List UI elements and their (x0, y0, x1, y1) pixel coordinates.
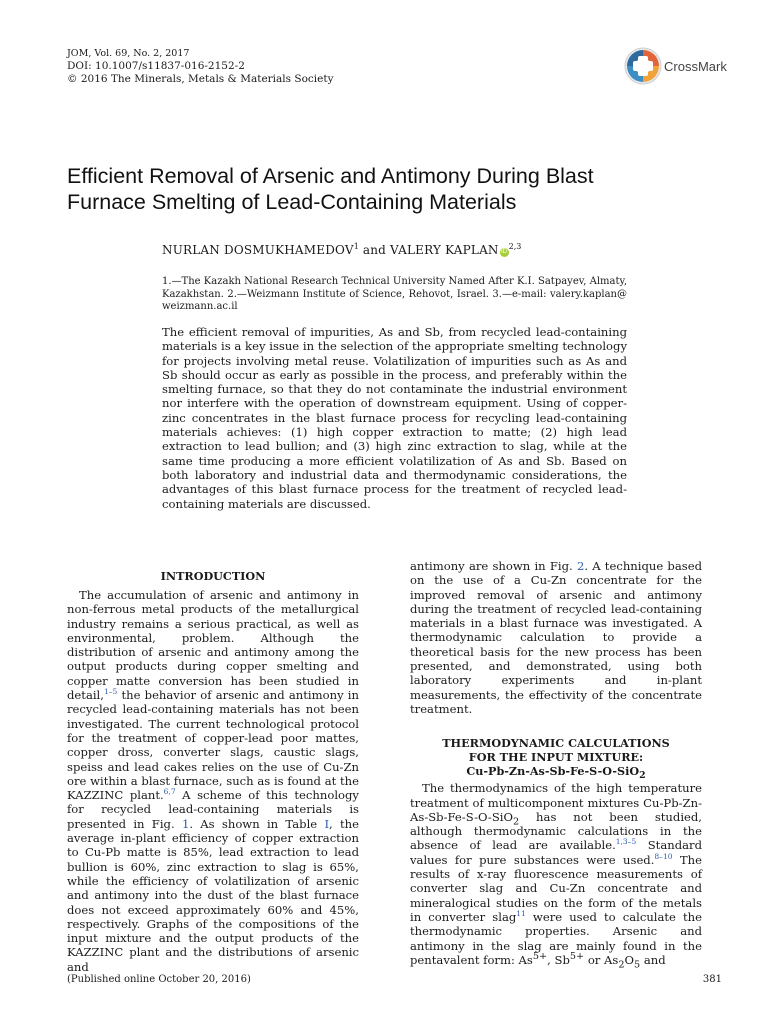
copyright-line: © 2016 The Minerals, Metals & Materials Society (67, 73, 334, 85)
citation-link[interactable]: 6,7 (163, 787, 176, 797)
article-title: Efficient Removal of Arsenic and Antimony During Blast Furnace Smelting of Lead-Containing Materials (67, 164, 594, 214)
paragraph: The accumulation of arsenic and antimony in non-ferrous metal products of the metallurgical industry remains a serious practical, as well as environmental, problem. Although the distribution of arsenic and antimony among the output products during copper smelting and copper matte conversion has been studied in detail,$^{1-5}$ the behavior of arsenic and antimony in recycled lead-containing materials has not been investigated. The current technological protocol for the treatment of copper-lead poor mattes, copper dross, converter slags, caustic slags, speiss and lead cakes relies on the use of Cu-Zn ore within a blast furnace, such as is found at the KAZZINC plant.$^{6,7}$ A scheme of this technology for recycled lead-containing materials is presented in Fig. 1. As shown in Table I, the average in-plant efficiency of copper extraction to Cu-Pb matte is 85%, lead extraction to lead bullion is 60%, zinc extraction to slag is 65%, while the efficiency of volatilization of arsenic and antimony into the dust of the blast furnace does not exceed approximately 60% and 45%, respectively. Graphs of the compositions of the input mixture and the output products of the KAZZINC plant and the distributions of arsenic and (67, 588, 360, 974)
right-column (410, 559, 702, 971)
author-affil-sup: 1 (353, 242, 359, 251)
orcid-icon[interactable]: iD (501, 249, 508, 255)
paragraph: antimony are shown in Fig. 2. A technique based on the use of a Cu-Zn concentrate for the improved removal of arsenic and antimony during the treatment of recycled lead-containing materials in a blast furnace was investigated. A thermodynamic calculation to provide a theoretical basis for the new process has been presented, and demonstrated, using both laboratory experiments and in-plant measurements, the effectivity of the concentrate treatment. (410, 559, 702, 716)
abstract: The efficient removal of impurities, As and Sb, from recycled lead-containing materials is a key issue in the selection of the appropriate smelting technology for projects involving metal reuse. Volatilization of impurities such as As and Sb should occur as early as possible in the process, and preferably within the smelting furnace, so that they do not contaminate the industrial environment nor interfere with the operation of downstream equipment. Using of copper-zinc concentrates in the blast furnace process for recycling lead-containing materials achieves: (1) high copper extraction to matte; (2) high lead extraction to lead bullion; and (3) high zinc extraction to slag, while at the same time producing a more efficient volatilization of As and Sb. Based on both laboratory and industrial data and thermodynamic considerations, the advantages of this blast furnace process for the treatment of recycled lead-containing materials are discussed. (162, 325, 627, 511)
author-name: VALERY KAPLAN (390, 243, 499, 257)
section-heading-thermodynamic: THERMODYNAMIC CALCULATIONS FOR THE INPUT MIXTURE: Cu-Pb-Zn-As-Sb-Fe-S-O-SiO$_2$ (442, 736, 670, 782)
citation-link[interactable]: 1,3–5 (615, 837, 637, 847)
author-conjunction: and (358, 243, 391, 257)
paragraph: The thermodynamics of the high temperature treatment of multicomponent mixtures Cu-Pb-Zn-As-Sb-Fe-S-O-SiO$_2$ has not been studied, although thermodynamic calculations in the absence of lead are available.$^{1,3-5}$ Standard values for pure substances were used.$^{8-10}$ The results of x-ray fluorescence measurements of converter slag and Cu-Zn concentrate and mineralogical studies on the form of the metals in converter slag$^{11}$ were used to calculate the thermodynamic properties. Arsenic and antimony in the slag are mainly found in the pentavalent form: $As^{5+}$, $Sb^{5+}$ or $As_2O_5$ and (410, 781, 702, 971)
author-line (162, 243, 521, 257)
author-affil-sup: 2,3 (508, 242, 522, 251)
table-link[interactable]: I (324, 816, 330, 831)
article-metadata (67, 47, 334, 86)
author-name: NURLAN DOSMUKHAMEDOV (162, 243, 354, 257)
section-heading-introduction: INTRODUCTION (160, 569, 266, 583)
citation-link[interactable]: 11 (516, 909, 526, 919)
citation-link[interactable]: 1–5 (103, 687, 118, 697)
crossmark-badge[interactable] (623, 44, 733, 90)
page-number: 381 (702, 974, 722, 985)
crossmark-label: CrossMark (664, 59, 727, 74)
left-column (67, 569, 359, 974)
crossmark-icon (623, 46, 663, 86)
figure-link[interactable]: 1 (181, 816, 190, 831)
journal-line: JOM, Vol. 69, No. 2, 2017 (67, 48, 190, 59)
publication-date: (Published online October 20, 2016) (67, 974, 251, 985)
affiliations: 1.—The Kazakh National Research Technical University Named After K.I. Satpayev, Almaty, Kazakhstan. 2.—Weizmann Institute of Science, Rehovot, Israel. 3.—e-mail: valery.kaplan@ weizmann.ac.il (162, 276, 627, 312)
doi-line[interactable]: DOI: 10.1007/s11837-016-2152-2 (67, 60, 245, 72)
figure-link[interactable]: 2 (576, 559, 585, 573)
citation-link[interactable]: 8–10 (654, 851, 673, 861)
